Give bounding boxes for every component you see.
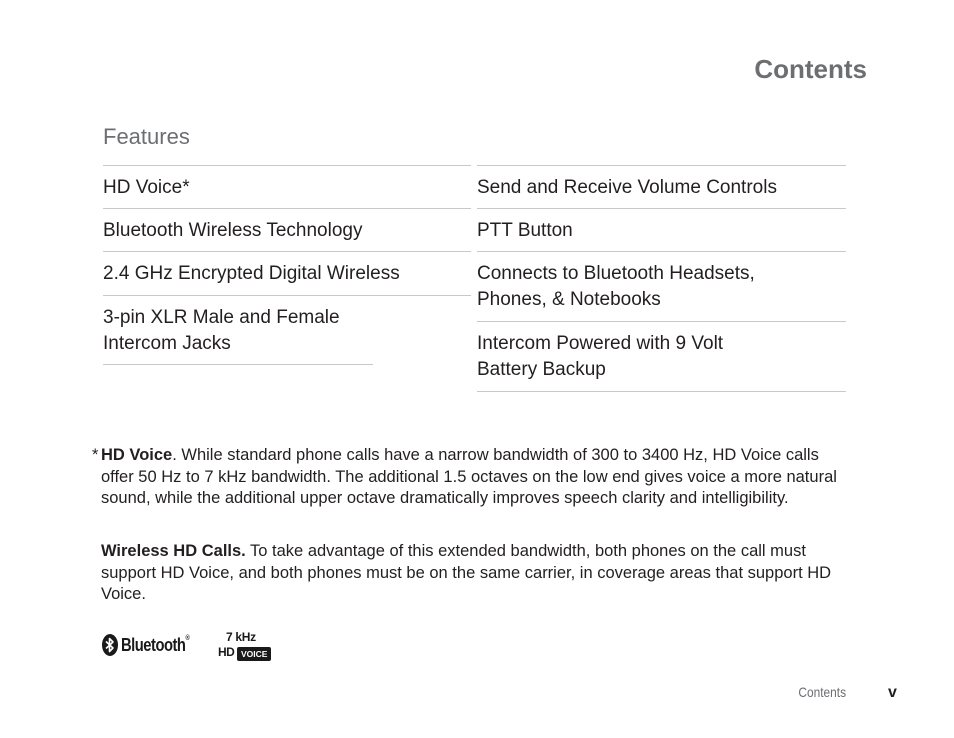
- hd-logo-khz: 7 kHz: [226, 630, 256, 644]
- hd-voice-logo: [218, 630, 274, 662]
- bluetooth-wordmark: Bluetooth®: [121, 634, 190, 655]
- wireless-hd-heading: Wireless HD Calls.: [101, 542, 246, 560]
- page-title: Contents: [754, 54, 867, 84]
- footnote-asterisk: *: [92, 446, 99, 464]
- features-left-column: [103, 165, 471, 365]
- footer-page-number: v: [888, 684, 897, 701]
- hd-voice-heading: HD Voice: [101, 446, 173, 464]
- feature-item: Intercom Powered with 9 Volt Battery Backup: [477, 322, 846, 392]
- wireless-hd-text: To take advantage of this extended bandwidth, both phones on the call must support HD Voice, and both phones must be on the same carrier, in coverage areas that support HD Voice.: [101, 542, 832, 604]
- feature-item: Send and Receive Volume Controls: [477, 166, 846, 209]
- feature-item: Bluetooth Wireless Technology: [103, 209, 471, 252]
- feature-item: 3-pin XLR Male and Female Intercom Jacks: [103, 296, 373, 365]
- bluetooth-icon: [102, 634, 118, 656]
- feature-item: PTT Button: [477, 209, 846, 252]
- feature-item: Connects to Bluetooth Headsets, Phones, & Notebooks: [477, 252, 846, 322]
- hd-logo-voice: VOICE: [237, 647, 271, 661]
- hd-voice-footnote: [92, 445, 846, 510]
- footer-section-label: Contents: [798, 684, 846, 700]
- feature-item: 2.4 GHz Encrypted Digital Wireless: [103, 252, 471, 296]
- hd-logo-hd: HD: [218, 645, 235, 659]
- features-right-column: [477, 165, 846, 392]
- hd-voice-text: . While standard phone calls have a narrow bandwidth of 300 to 3400 Hz, HD Voice calls offer 50 Hz to 7 kHz bandwidth. The additional 1.5 octaves on the low end gives voice a more natural sound, while the additional upper octave dramatically improves speech clarity and intelligibility.: [101, 446, 837, 508]
- wireless-hd-calls-note: [101, 541, 846, 606]
- bluetooth-logo: [102, 634, 204, 656]
- feature-item: HD Voice*: [103, 166, 471, 209]
- section-title-features: Features: [103, 124, 190, 149]
